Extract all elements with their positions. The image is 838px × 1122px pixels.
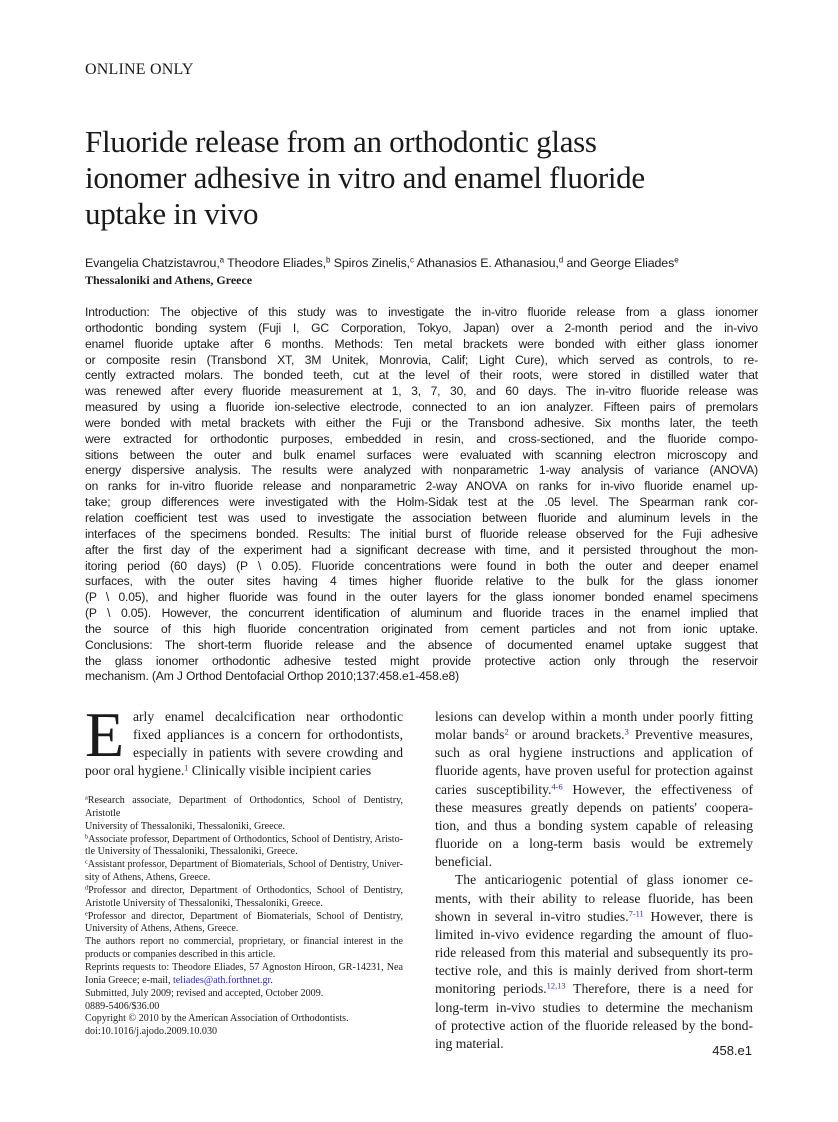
affiliation-mark: e [674,255,679,265]
affiliation-mark: c [410,255,414,265]
text-segment: ride released from this material and subsequently its pro- [435,945,753,961]
text-line [435,908,753,926]
text-segment: take; group differences were investigated with the Holm-Sidak test at the .05 level. The Spearman rank cor- [85,495,758,510]
text-line [435,980,753,998]
text-segment: However, there is [643,908,754,924]
text-line [85,543,758,559]
text-segment: ments, with their ability to release fluoride, has been [435,890,753,906]
text-line [435,962,753,980]
text-line [435,817,753,835]
text-line [85,590,758,606]
author-name: Athanasios E. Athanasiou, [413,256,559,270]
text-segment: Copyright © 2010 by the American Association of Orthodontists. [85,1013,349,1025]
affiliation-mark: a [219,255,225,265]
reference-superscript: d [85,884,89,892]
text-segment: measured by using a fluoride ion-selective electrode, connected to an ion analyzer. Fifteen pairs of premolars [85,400,758,415]
text-segment: monitoring periods. [435,981,547,997]
text-line [85,416,758,432]
text-line [85,463,758,479]
body-text-right [435,708,753,1053]
text-segment: shown in several in-vitro studies. [435,908,629,924]
text-segment: interfaces of the specimens bonded. Results: The initial burst of fluoride release observed for the Fuji adhesive [85,526,758,541]
text-line [85,821,403,834]
text-segment: Conclusions: The short-term fluoride release and the absence of documented enamel uptake suggest that [85,637,758,652]
text-line [85,885,403,898]
text-segment: fluoride agents, have proven useful for protection against [435,763,753,779]
text-segment: the glass ionomer orthodontic adhesive tested might provide protective action only through the reservoir [85,653,758,668]
text-segment: Ionia Greece; e-mail, [85,974,173,986]
text-segment: Therefore, there is a need for [565,981,754,997]
text-segment: was renewed after every fluoride measurement at 1, 3, 7, 30, and 60 days. The in-vitro fluoride release was [85,384,758,399]
title-line: uptake in vivo [85,196,259,231]
drop-cap: E [85,699,125,770]
text-line [435,1017,753,1035]
text-line [435,726,753,744]
text-segment: Clinically visible incipient caries [188,763,372,778]
text-segment: Professor and director, Department of Biomaterials, School of Dentistry, [87,910,403,922]
text-segment: the source of this high fluoride concentration originated from cement particles and not from ionic uptake. [85,621,758,636]
text-line [85,988,403,1001]
text-segment: limited in-vivo evidence regarding the amount of fluo- [435,926,753,942]
text-segment: Professor and director, Department of Orthodontics, School of Dentistry, [88,884,403,896]
text-line [85,606,758,622]
text-line [85,795,403,821]
author-list [85,256,775,270]
article-title [85,124,765,232]
text-segment: Preventive measures, [628,727,753,743]
text-line [85,368,758,384]
text-segment: these measures greatly depends on patients' coopera- [435,799,753,815]
text-segment: Introduction: The objective of this study was to investigate the in-vitro fluoride release from a glass ionomer [85,305,758,319]
text-segment: lesions can develop within a month under poorly fitting [435,709,753,724]
text-segment: Assistant professor, Department of Biomaterials, School of Dentistry, Univer- [87,859,403,871]
title-line: Fluoride release from an orthodontic glass [85,124,597,159]
text-segment: 0889-5406/$36.00 [85,1000,160,1012]
text-segment: after the first day of the experiment had a significant decrease with time, and it persisted throughout the mon- [85,542,758,557]
text-segment: tle University of Thessaloniki, Thessaloniki, Greece. [85,846,298,858]
text-line [435,762,753,780]
text-segment: tion, and thus a bonding system capable of releasing [435,817,753,833]
page-number: 458.e1 [712,1043,752,1058]
text-segment: molar bands [435,727,505,743]
text-line [85,1026,403,1039]
text-segment: relation coefficient test was used to investigate the association between fluoride and aluminum levels in the [85,510,758,525]
text-segment: were bonded with metal brackets with either the Fuji or the Transbond adhesive. Six months later, the teeth [85,415,758,430]
reference-superscript[interactable]: 3 [624,726,629,737]
body-text-left [85,708,403,780]
text-line [85,949,403,962]
text-segment: Research associate, Department of Orthodontics, School of Dentistry, Aristotle [85,795,403,819]
affiliation-mark: b [326,255,331,265]
affiliation-mark: d [558,255,564,265]
text-segment: itoring period (60 days) (P \ 0.05). Fluoride concentrations were found in both the outer and deeper enamel [85,558,758,573]
text-line [85,898,403,911]
reference-superscript: e [85,910,88,918]
text-line [85,384,758,400]
author-location: Thessaloniki and Athens, Greece [85,273,253,287]
text-segment: long-term in-vivo studies to determine the mechanism [435,999,753,1015]
text-segment: The anticariogenic potential of glass ionomer ce- [455,872,753,888]
text-segment: orthodontic bonding system (Fuji I, GC Corporation, Tokyo, Japan) over a 2-month period and the in-vivo [85,320,758,335]
text-segment: doi:10.1016/j.ajodo.2009.10.030 [85,1026,218,1038]
text-line [435,926,753,944]
text-segment: fixed appliances is a concern for orthodontists, [133,727,403,742]
text-line [85,638,758,654]
text-line [85,559,758,575]
text-line [85,495,758,511]
text-line [435,944,753,962]
text-segment: energy dispersive analysis. The results were analyzed with nonparametric 1-way analysis of variance (ANOVA) [85,463,758,478]
text-line [435,708,753,726]
reference-superscript: c [85,858,88,866]
text-line [85,511,758,527]
reference-superscript[interactable]: 1 [184,762,189,773]
text-line [85,353,758,369]
footnotes [85,795,403,1039]
reference-superscript: b [85,833,89,841]
text-segment: on ranks for in-vitro fluoride release and nonparametric 2-way ANOVA on ranks for in-vivo fluoride enamel up- [85,479,758,494]
text-segment: sity of Athens, Athens, Greece. [85,872,211,884]
text-line [435,871,753,889]
text-segment: enamel fluoride uptake after 6 months. Methods: Ten metal brackets were bonded with either glass ionomer [85,336,758,351]
text-line [435,999,753,1017]
text-line [85,975,403,988]
text-segment: However, the effectiveness of [562,781,754,797]
text-segment: Submitted, July 2009; revised and accepted, October 2009. [85,987,324,999]
text-segment: Associate professor, Department of Orthodontics, School of Dentistry, Aristo- [88,833,403,845]
text-line [133,744,403,762]
section-label: ONLINE ONLY [85,61,194,78]
text-line [85,1001,403,1014]
author-name: Spiros Zinelis, [330,256,411,270]
text-line [435,799,753,817]
reference-superscript[interactable]: 12,13 [546,980,566,991]
text-line [85,654,758,670]
reference-superscript[interactable]: 2 [504,726,509,737]
abstract [85,305,758,685]
text-line [85,936,403,949]
text-segment: (P \ 0.05). However, the concurrent identification of aluminum and fluoride traces in the enamel implied that [85,606,758,621]
text-segment: (P \ 0.05), and higher fluoride was found in the outer layers for the glass ionomer bonded enamel specimens [85,590,758,605]
text-line [133,726,403,744]
text-line [85,872,403,885]
text-segment: especially in patients with severe crowding and [133,745,403,760]
text-line [85,479,758,495]
text-line [85,337,758,353]
text-segment: cently extracted molars. The bonded teeth, cut at the level of their roots, were stored in distilled water that [85,368,758,383]
text-line [85,669,758,685]
text-line [85,400,758,416]
text-segment: surfaces, with the outer sites having 4 times higher fluoride relative to the bulk for the glass ionomer [85,574,758,589]
text-line [435,835,753,853]
text-segment: mechanism. (Am J Orthod Dentofacial Orthop 2010;137:458.e1-458.e8) [85,669,459,684]
text-segment: University of Athens, Athens, Greece. [85,923,239,935]
text-line [85,846,403,859]
text-line [85,448,758,464]
text-segment: tective role, and this is mainly derived from short-term [435,963,753,979]
text-segment: or composite resin (Transbond XT, 3M Unitek, Monrovia, Calif; Light Cure), which served as controls, to re- [85,352,758,367]
text-line [85,574,758,590]
text-line [133,708,403,726]
text-segment: sitions between the outer and bulk enamel surfaces were evaluated with scanning electron microscopy and [85,447,758,462]
text-line [85,962,403,975]
text-segment: caries susceptibility. [435,781,552,797]
email-link[interactable]: teliades@ath.forthnet.gr [173,974,271,986]
text-segment: fluoride on a long-term basis would be extremely [435,836,753,852]
text-segment: The authors report no commercial, proprietary, or financial interest in the [85,936,403,948]
text-segment: Aristotle University of Thessaloniki, Thessaloniki, Greece. [85,897,323,909]
text-line [85,859,403,872]
author-name: Theodore Eliades, [224,256,327,270]
text-line [85,834,403,847]
text-segment: beneficial. [435,854,492,870]
author-name: and George Eliades [563,256,675,270]
text-line [435,744,753,762]
text-line [85,1013,403,1026]
text-segment: University of Thessaloniki, Thessaloniki, Greece. [85,820,286,832]
text-line [85,527,758,543]
text-segment: ing material. [435,1035,504,1051]
text-segment: . [270,974,273,986]
text-line [85,911,403,924]
author-name: Evangelia Chatzistavrou, [85,256,220,270]
text-segment: poor oral hygiene. [85,763,185,778]
reference-superscript[interactable]: 4-6 [551,781,563,791]
text-line [85,432,758,448]
text-segment: or around brackets. [508,727,625,743]
text-line [435,781,753,799]
text-segment: arly enamel decalcification near orthodontic [133,709,403,724]
text-segment: were extracted for orthodontic purposes, embedded in resin, and cross-sectioned, and the fluoride compo- [85,431,758,446]
title-line: ionomer adhesive in vitro and enamel fluoride [85,160,645,195]
text-segment: Reprints requests to: Theodore Eliades, 57 Agnoston Hiroon, GR-14231, Nea [85,961,403,973]
text-line [435,890,753,908]
text-line [85,762,403,780]
reference-superscript: a [85,794,88,802]
text-segment: such as oral hygiene instructions and application of [435,745,753,761]
text-segment: products or companies described in this article. [85,949,276,961]
text-segment: of protective action of the fluoride released by the bond- [435,1017,753,1033]
text-line [85,321,758,337]
text-line [85,622,758,638]
text-line [85,923,403,936]
reference-superscript[interactable]: 7-11 [628,908,644,919]
text-line [435,853,753,871]
text-line [85,305,758,321]
